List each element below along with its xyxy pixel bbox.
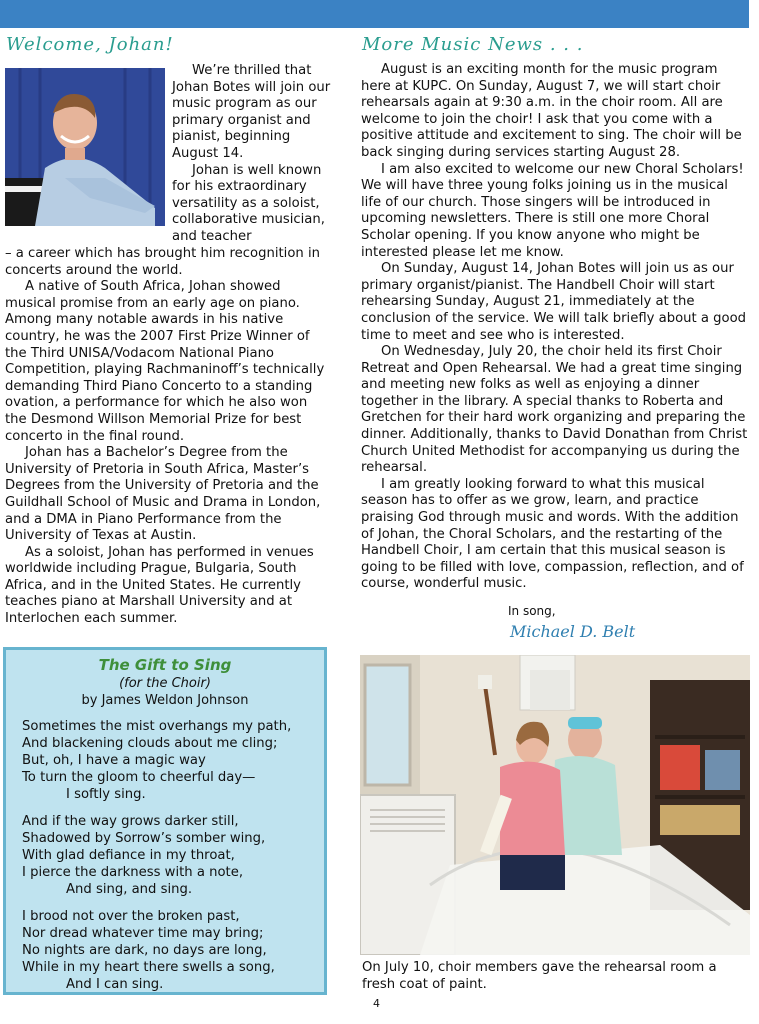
poem-line: I pierce the darkness with a note, [22, 865, 244, 880]
welcome-intro-text [172, 63, 332, 246]
music-news-body [361, 62, 749, 593]
poem-refrain: And I can sing. [66, 977, 164, 992]
poem-line: But, oh, I have a magic way [22, 753, 206, 768]
poem-line: While in my heart there swells a song, [22, 960, 275, 975]
poem-line: And if the way grows darker still, [22, 814, 239, 829]
welcome-body [5, 246, 330, 628]
poem-line: Sometimes the mist overhangs my path, [22, 719, 292, 734]
welcome-continuation: – a career which has brought him recognition in concerts around the world. [5, 246, 320, 278]
poem-title: The Gift to Sing [98, 656, 232, 674]
poem-refrain: And sing, and sing. [66, 882, 193, 897]
news-paragraph-2: I am also excited to welcome our new Choral Scholars! We will have three young folks joining us in the musical life of our church. Those singers will be introduced in upcoming newsletters. There is still one more Choral Scholar opening. If you know anyone who might be interested please let me know. [361, 161, 744, 260]
poem-line: Nor dread whatever time may bring; [22, 926, 264, 941]
signoff: In song, [508, 604, 556, 618]
welcome-paragraph-2: Johan is well known for his extraordinary versatility as a soloist, collaborative musician, and teacher [172, 162, 325, 244]
news-paragraph-4: On Wednesday, July 20, the choir held its first Choir Retreat and Open Rehearsal. We had a great time singing and meeting new folks as well as enjoying a dinner together in the library. A special thanks to Roberta and Gretchen for their hard work organizing and preparing the dinner. Additionally, thanks to David Donathan from Christ Church United Methodist for accompanying us during the rehearsal. [361, 344, 748, 476]
music-news-heading: More Music News . . . [362, 34, 584, 55]
poem-line: With glad defiance in my throat, [22, 848, 235, 863]
signature: Michael D. Belt [510, 622, 636, 641]
top-color-bar [0, 0, 749, 28]
poem-line: Shadowed by Sorrow’s somber wing, [22, 831, 266, 846]
photo-caption: On July 10, choir members gave the rehearsal room a fresh coat of paint. [362, 960, 717, 992]
welcome-paragraph-5: As a soloist, Johan has performed in venues worldwide including Prague, Bulgaria, South Africa, and in the United States. He currently teaches piano at Marshall University and at Interlochen each summer. [5, 544, 314, 627]
welcome-heading: Welcome, Johan! [6, 34, 174, 55]
poem-stanza-1 [22, 718, 324, 803]
poem-line: And blackening clouds about me cling; [22, 736, 278, 751]
page-number: 4 [373, 997, 380, 1010]
poem-refrain: I softly sing. [66, 787, 146, 802]
poem-line: To turn the gloom to cheerful day— [22, 770, 256, 785]
news-paragraph-1: August is an exciting month for the music program here at KUPC. On Sunday, August 7, we will start choir rehearsals again at 9:30 a.m. in the choir room. All are welcome to join the choir! I ask that you come with a positive attitude and excitement to sing. The choir will be back singing during services starting August 28. [361, 62, 742, 160]
news-paragraph-3: On Sunday, August 14, Johan Botes will join us as our primary organist/pianist. The Handbell Choir will start rehearsing Sunday, August 21, immediately at the conclusion of the service. We will talk briefly about a good time to meet and see who is interested. [361, 261, 747, 343]
news-paragraph-5: I am greatly looking forward to what this musical season has to offer as we grow, learn, and practice praising God through music and words. With the addition of Johan, the Choral Scholars, and the restarting of the Handbell Choir, I am certain that this musical season is going to be filled with love, compassion, reflection, and of course, wonderful music. [361, 476, 744, 592]
poem-stanza-2 [22, 813, 324, 898]
johan-portrait-photo [5, 68, 165, 226]
welcome-paragraph-4: Johan has a Bachelor’s Degree from the University of Pretoria in South Africa, Master’s Degrees from the University of Pretoria and the Guildhall School of Music and Drama in London, and a DMA in Piano Performance from the University of Texas at Austin. [5, 445, 321, 544]
poem-line: I brood not over the broken past, [22, 909, 240, 924]
poem-subtitle: (for the Choir) [119, 676, 211, 691]
poem-line: No nights are dark, no days are long, [22, 943, 267, 958]
poem-box [3, 647, 327, 995]
poem-author: by James Weldon Johnson [81, 693, 249, 708]
painting-room-photo [360, 655, 750, 955]
welcome-paragraph-1: We’re thrilled that Johan Botes will join our music program as our primary organist and pianist, beginning August 14. [172, 63, 331, 161]
poem-stanza-3 [22, 908, 324, 993]
welcome-paragraph-3: A native of South Africa, Johan showed musical promise from an early age on piano. Among many notable awards in his native country, he was the 2007 First Prize Winner of the Third UNISA/Vodacom National Piano Competition, playing Rachmaninoff’s technically demanding Third Piano Concerto to a standing ovation, a performance for which he also won the Desmond Willson Memorial Prize for best concerto in the final round. [5, 279, 325, 444]
